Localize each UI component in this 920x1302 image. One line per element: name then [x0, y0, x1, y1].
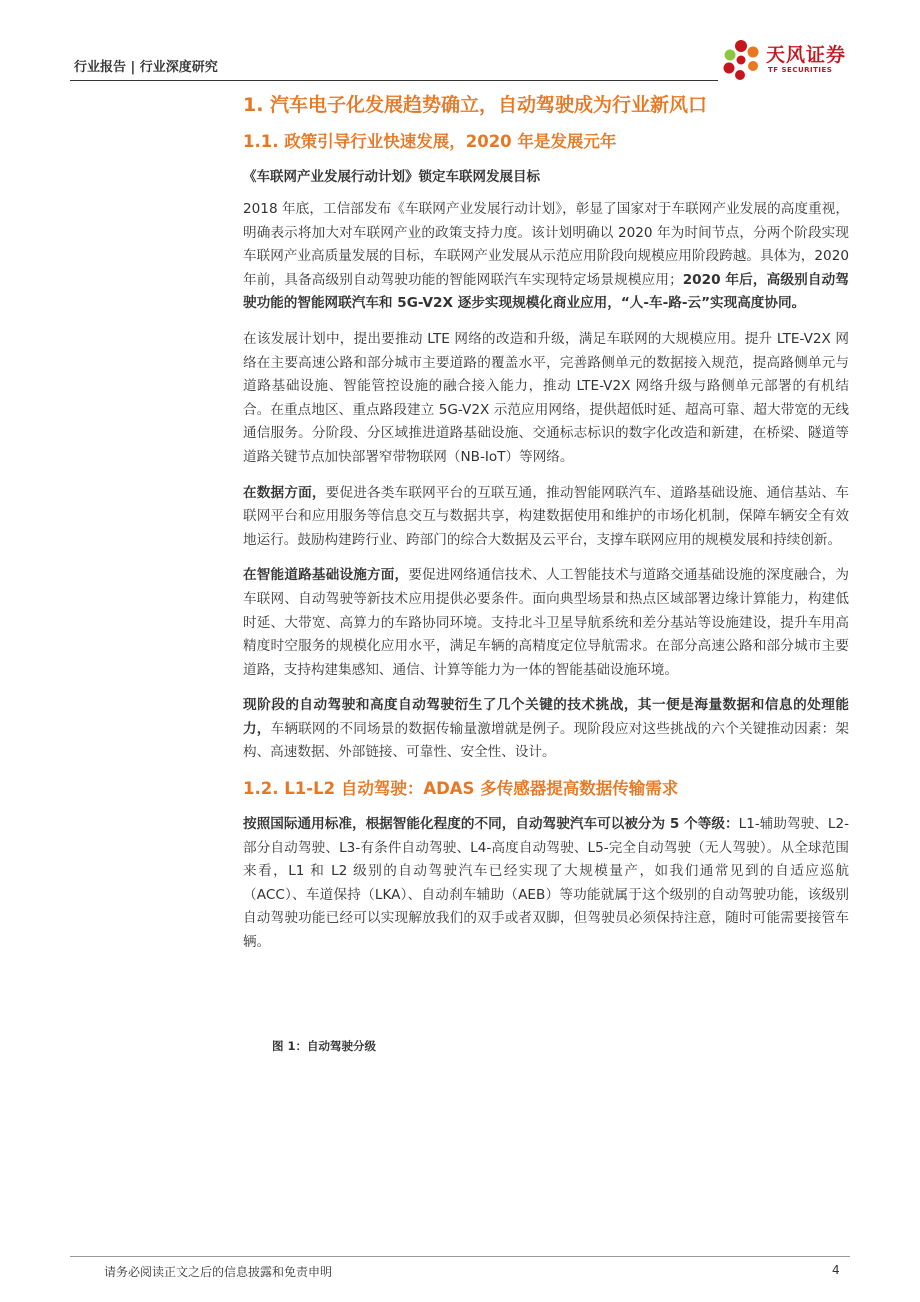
logo-chinese-name: 天风证券 — [766, 44, 847, 66]
section-1-1-heading: 1.1. 政策引导行业快速发展，2020 年是发展元年 — [243, 132, 617, 151]
paragraph-lead: 现阶段的自动驾驶和高度自动驾驶衍生了几个关键的技术挑战，其一便是海量数据和信息的处理能力， — [243, 697, 849, 737]
figure-caption: 图 1：自动驾驶分级 — [272, 1039, 377, 1053]
footer-disclaimer: 请务必阅读正文之后的信息披露和免责申明 — [104, 1265, 333, 1279]
paragraph-policy-plan — [243, 198, 849, 316]
paragraph-lte-network: 在该发展计划中，提出要推动 LTE 网络的改造和升级，满足车联网的大规模应用。提升 LTE-V2X 网络在主要高速公路和部分城市主要道路的覆盖水平，完善路侧单元的数据接入规范，提高路侧单元与道路基础设施、智能管控设施的融合接入能力，推动 LTE-V2X 网络升级与路侧单元部署的有机结合。在重点地区、重点路段建立 5G-V2X 示范应用网络，提供超低时延、超高可靠、超大带宽的无线通信服务。分阶段、分区域推进道路基础设施、交通标志标识的数字化改造和新建，在桥梁、隧道等道路关键节点加快部署窄带物联网（NB-IoT）等网络。 — [243, 330, 849, 465]
paragraph-data — [243, 482, 849, 553]
paragraph-infrastructure — [243, 564, 849, 682]
main-content — [243, 90, 849, 967]
paragraph-emphasis: 2020 年后，高级别自动驾驶功能的智能网联汽车和 5G-V2X 逐步实现规模化商业应用，“人-车-路-云”实现高度协同。 — [243, 271, 849, 312]
page-number: 4 — [832, 1263, 840, 1277]
logo-english-name: TF SECURITIES — [768, 66, 833, 74]
section-1-heading: 1. 汽车电子化发展趋势确立，自动驾驶成为行业新风口 — [243, 94, 708, 116]
report-category: 行业报告 | 行业深度研究 — [74, 60, 218, 75]
paragraph-text: 2018 年底，工信部发布《车联网产业发展行动计划》，彰显了国家对于车联网产业发展的高度重视，明确表示将加大对车联网产业的政策支持力度。该计划明确以 2020 年为时间节点，分两个阶段实现车联网产业高质量发展的目标，车联网产业发展从示范应用阶段向规模应用阶段跨越。具体为，2020 年前，具备高级别自动驾驶功能的智能网联汽车实现特定场景规模应用； — [243, 201, 849, 288]
paragraph-text: 要促进各类车联网平台的互联互通，推动智能网联汽车、道路基础设施、通信基站、车联网平台和应用服务等信息交互与数据共享，构建数据使用和维护的市场化机制，保障车辆安全有效地运行。鼓励构建跨行业、跨部门的综合大数据及云平台，支撑车联网应用的规模发展和持续创新。 — [243, 484, 850, 548]
paragraph-text: L1-辅助驾驶、L2-部分自动驾驶、L3-有条件自动驾驶、L4-高度自动驾驶、L5-完全自动驾驶（无人驾驶）。从全球范围来看，L1 和 L2 级别的自动驾驶汽车已经实现了大规模量产，如我们通常见到的自适应巡航（ACC）、车道保持（LKA）、自动刹车辅助（AEB）等功能就属于这个级别的自动驾驶功能，该级别自动驾驶功能已经可以实现解放我们的双手或者双脚，但驾驶员必须保持注意，随时可能需要接管车辆。 — [243, 816, 849, 951]
paragraph-lead: 按照国际通用标准，根据智能化程度的不同，自动驾驶汽车可以被分为 5 个等级： — [243, 816, 739, 833]
footer-divider — [70, 1256, 850, 1257]
paragraph-challenges — [243, 694, 849, 765]
policy-subheading: 《车联网产业发展行动计划》锁定车联网发展目标 — [243, 169, 540, 185]
paragraph-text: 要促进网络通信技术、人工智能技术与道路交通基础设施的深度融合，为车联网、自动驾驶等新技术应用提供必要条件。面向典型场景和热点区域部署边缘计算能力，构建低时延、大带宽、高算力的车路协同环境。支持北斗卫星导航系统和差分基站等设施建设，提升车用高精度时空服务的规模化应用水平，满足车辆的高精度定位导航需求。在部分高速公路和部分城市主要道路，支持构建集感知、通信、计算等能力为一体的智能基础设施环境。 — [243, 567, 850, 678]
section-1-2-heading: 1.2. L1-L2 自动驾驶：ADAS 多传感器提高数据传输需求 — [243, 779, 679, 799]
paragraph-autonomy-levels — [243, 813, 849, 955]
paragraph-lead: 在智能道路基础设施方面， — [243, 567, 409, 584]
page-header — [70, 44, 850, 84]
flower-logo-icon — [720, 38, 766, 84]
company-logo — [720, 38, 850, 84]
header-divider — [70, 80, 718, 81]
paragraph-text: 车辆联网的不同场景的数据传输量激增就是例子。现阶段应对这些挑战的六个关键推动因素：架构、高速数据、外部链接、可靠性、安全性、设计。 — [243, 720, 850, 761]
paragraph-lead: 在数据方面， — [243, 484, 326, 501]
